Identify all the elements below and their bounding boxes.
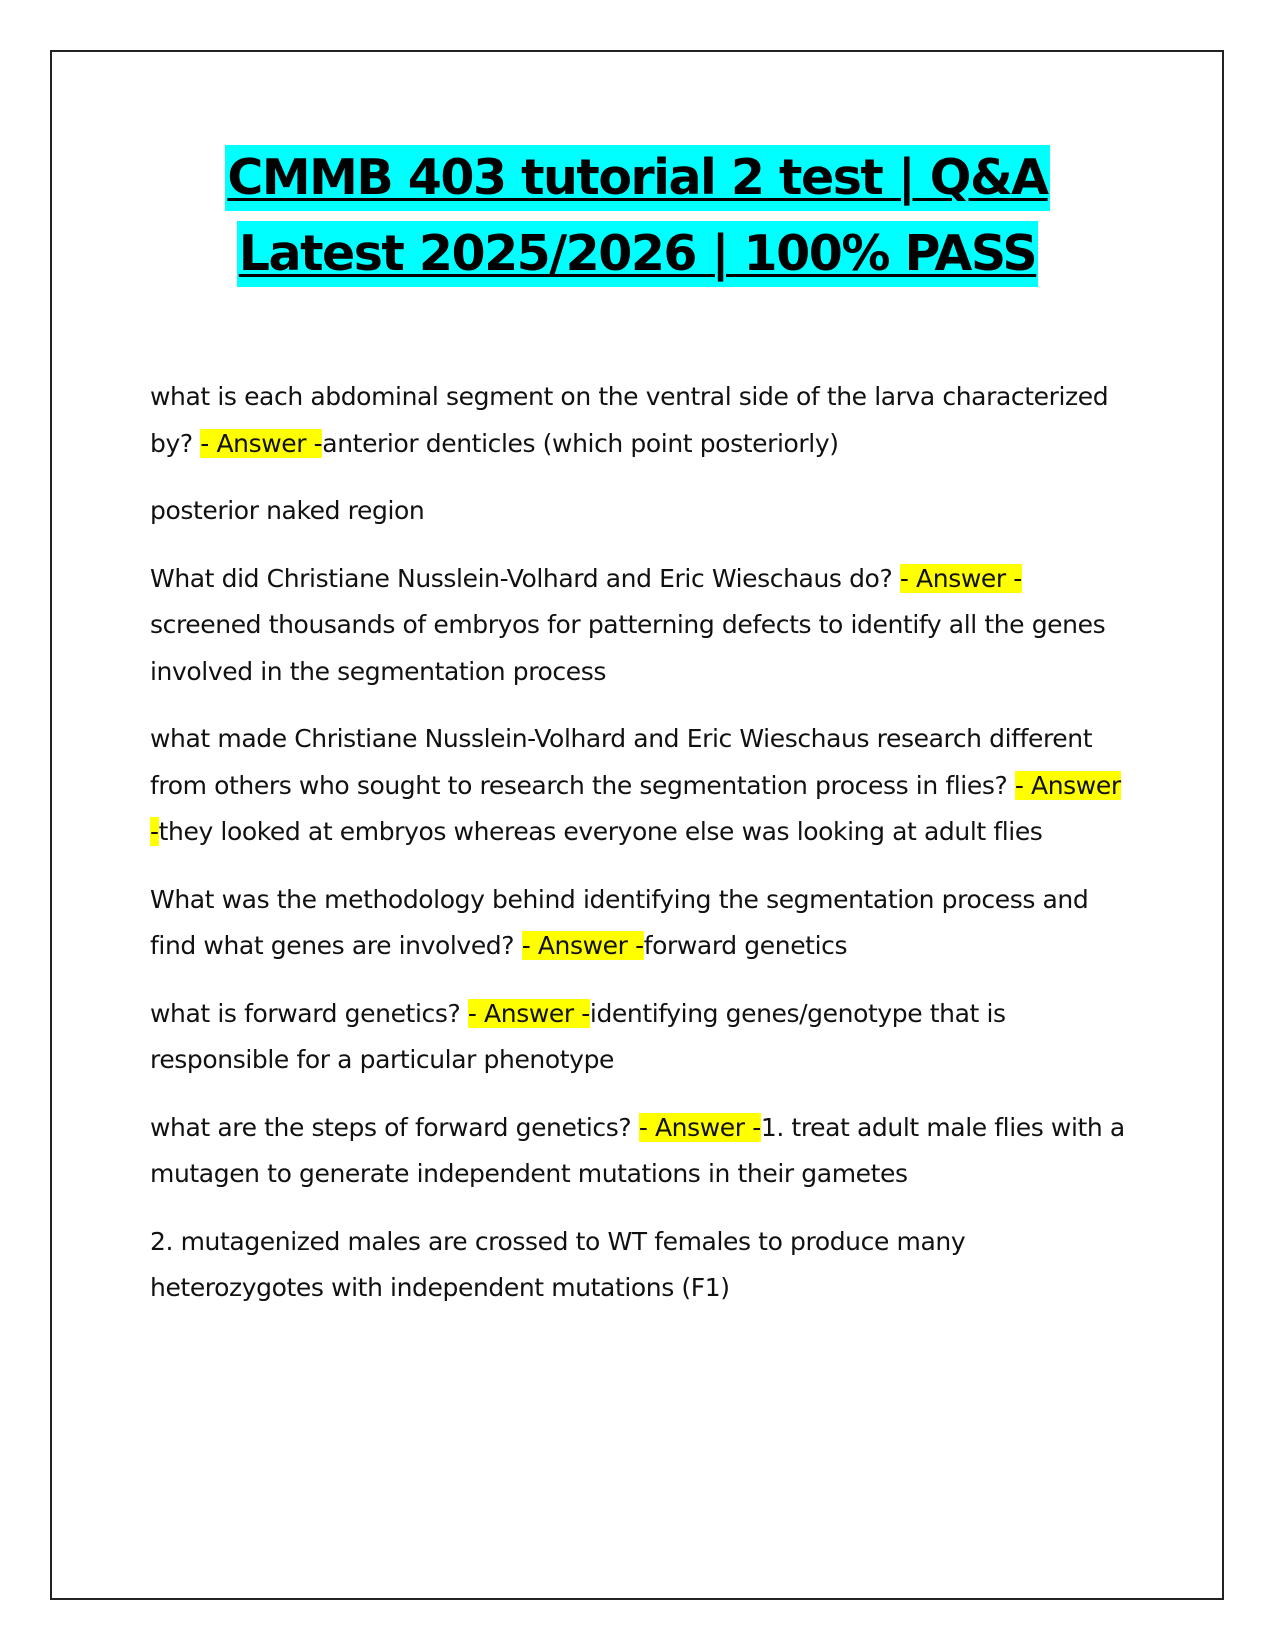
qa-item (150, 877, 1130, 970)
answer-marker: - Answer - (467, 998, 590, 1028)
answer-marker: - Answer - (521, 931, 644, 960)
answer-continuation (150, 1219, 1130, 1312)
answer-marker: - Answer - (150, 770, 1121, 846)
question-text: What did Christiane Nusslein-Volhard and Eric Wieschaus do? (150, 563, 900, 593)
answer-text: identifying genes/genotype that is responsible for a particular phenotype (150, 998, 1006, 1074)
question-text: what are the steps of forward genetics? (150, 1112, 639, 1142)
title-line-2: Latest 2025/2026 | 100% PASS (237, 221, 1038, 287)
answer-marker: - Answer - (638, 1112, 761, 1142)
question-text: what is forward genetics? (150, 998, 468, 1028)
answer-marker: - Answer - (899, 563, 1022, 593)
answer-text: screened thousands of embryos for patterning defects to identify all the genes involved in the segmentation process (150, 610, 1106, 686)
answer-marker: - Answer - (200, 428, 323, 458)
question-text: what made Christiane Nusslein-Volhard and Eric Wieschaus research different from others who sought to research the segmentation process in flies? (150, 724, 1093, 800)
answer-text: forward genetics (643, 931, 848, 960)
qa-item (150, 556, 1130, 696)
answer-text: anterior denticles (which point posteriorly) (322, 428, 839, 458)
qa-item (150, 716, 1130, 856)
qa-item (150, 1105, 1130, 1198)
answer-text: they looked at embryos whereas everyone else was looking at adult flies (158, 817, 1043, 846)
continuation-text: posterior naked region (150, 496, 425, 525)
question-text: What was the methodology behind identifying the segmentation process and find what genes are involved? (150, 884, 1089, 960)
answer-continuation (150, 488, 1130, 535)
document-title (0, 145, 1275, 297)
question-text: what is each abdominal segment on the ventral side of the larva characterized by? (150, 382, 1109, 458)
qa-item (150, 991, 1130, 1084)
title-line-1: CMMB 403 tutorial 2 test | Q&A (225, 145, 1049, 211)
continuation-text: 2. mutagenized males are crossed to WT females to produce many heterozygotes with independent mutations (F1) (150, 1226, 966, 1302)
qa-item (150, 374, 1130, 467)
qa-content (150, 374, 1130, 1333)
answer-text: 1. treat adult male flies with a mutagen to generate independent mutations in their gametes (150, 1112, 1125, 1188)
